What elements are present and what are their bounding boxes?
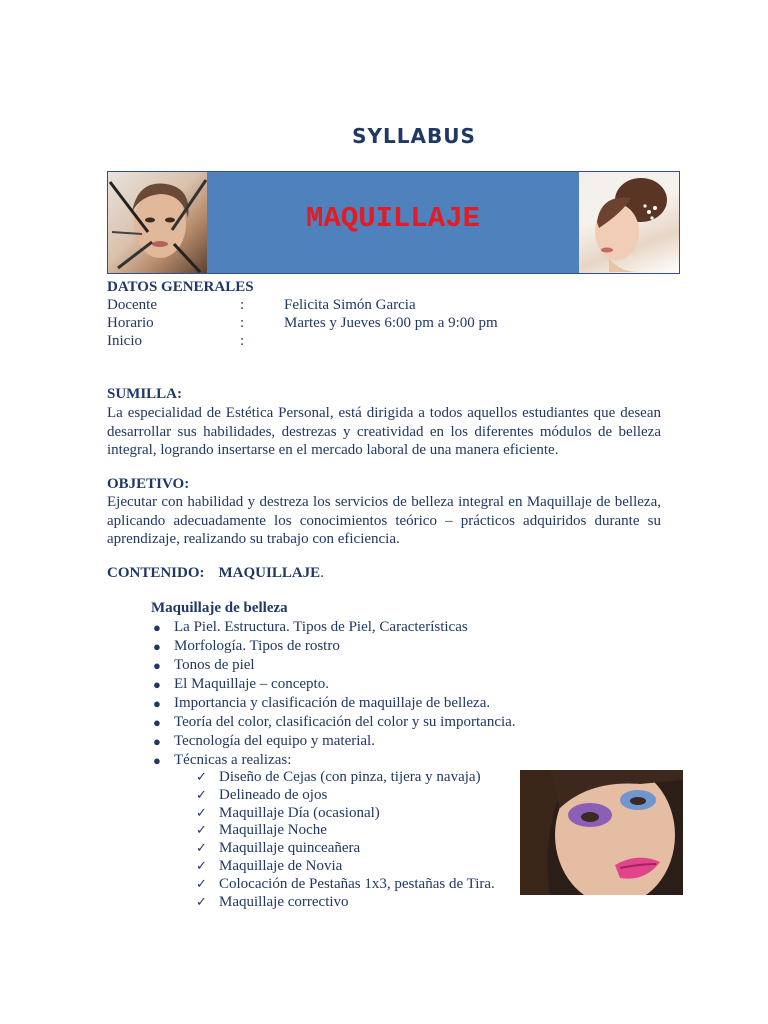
banner-title: MAQUILLAJE [305,202,481,235]
list-item: ● La Piel. Estructura. Tipos de Piel, Características [153,619,468,635]
horario-sep: : [240,315,245,331]
list-item: ● Técnicas a realizas: [153,752,292,768]
bullet-icon: ● [153,734,161,749]
sumilla-text: La especialidad de Estética Personal, está dirigida a todos aquellos estudiantes que desean desarrollar sus habilidades, destrezas y creatividad en los diferentes módulos de belleza integral, logrando insertarse en el mercado laboral de una manera eficiente. [107,405,661,458]
list-item: ✓ Diseño de Cejas (con pinza, tijera y navaja) [196,769,481,785]
list-item: ● Morfología. Tipos de rostro [153,638,340,654]
contenido-line [107,565,324,582]
list-item: ● Tecnología del equipo y material. [153,733,375,749]
makeup-face-photo [520,770,683,895]
list-item: ✓ Maquillaje de Novia [196,857,343,874]
page-title: SYLLABUS [352,124,476,148]
bullet-icon: ● [153,715,161,730]
list-item: ✓ Maquillaje correctivo [196,893,349,910]
contenido-topic: MAQUILLAJE [218,565,321,581]
makeup-brushes-model-photo [108,172,207,273]
checkmark-icon: ✓ [196,876,207,892]
bullet-icon: ● [153,677,161,692]
bullet-icon: ● [153,620,161,635]
contenido-period: . [320,565,324,581]
bullet-icon: ● [153,753,161,768]
objetivo-heading: OBJETIVO: [107,476,190,492]
checkmark-icon: ✓ [196,770,207,785]
inicio-label: Inicio [107,333,142,349]
inicio-sep: : [240,333,245,349]
checkmark-icon: ✓ [196,787,207,803]
list-item: ✓ Maquillaje Día (ocasional) [196,804,380,821]
horario-value: Martes y Jueves 6:00 pm a 9:00 pm [284,315,498,331]
list-item: ✓ Maquillaje quinceañera [196,840,361,857]
bullet-icon: ● [153,696,161,711]
contenido-list [151,618,516,770]
list-item: ● Tonos de piel [153,657,255,673]
list-item: ✓ Delineado de ojos [196,786,328,803]
list-item: ● El Maquillaje – concepto. [153,676,329,692]
horario-label: Horario [107,315,154,331]
list-item: ✓ Colocación de Pestañas 1x3, pestañas de Tira. [196,875,495,892]
list-item: ● Teoría del color, clasificación del color y su importancia. [153,714,516,730]
docente-sep: : [240,297,245,313]
list-item: ● Importancia y clasificación de maquillaje de belleza. [153,695,491,711]
docente-label: Docente [107,297,157,313]
bridal-updo-model-photo [579,172,679,273]
sumilla-heading: SUMILLA: [107,386,183,402]
objetivo-text: Ejecutar con habilidad y destreza los servicios de belleza integral en Maquillaje de belleza, aplicando adecuadamente los conocimientos teórico – prácticos adquiridos durante su aprendizaje, realizando su trabajo con eficiencia. [107,494,661,547]
datos-heading: DATOS GENERALES [107,279,254,295]
checkmark-icon: ✓ [196,894,207,910]
checkmark-icon: ✓ [196,841,207,857]
bullet-icon: ● [153,658,161,673]
checkmark-icon: ✓ [196,823,207,839]
list-item: ✓ Maquillaje Noche [196,822,327,839]
contenido-heading: CONTENIDO: [107,565,205,581]
bullet-icon: ● [153,639,161,654]
docente-value: Felicita Simón Garcia [284,297,416,313]
checkmark-icon: ✓ [196,805,207,821]
checkmark-icon: ✓ [196,858,207,874]
header-banner [107,171,680,274]
tecnicas-list [196,769,495,911]
modulo-heading: Maquillaje de belleza [151,600,288,616]
